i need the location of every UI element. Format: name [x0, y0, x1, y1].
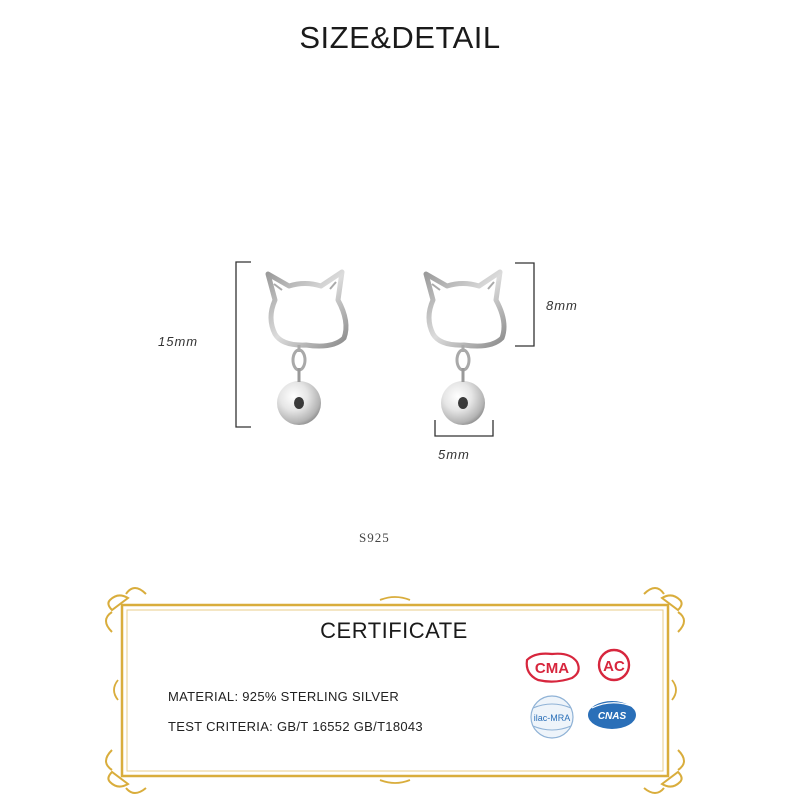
- earring-left: [268, 272, 346, 425]
- dimension-total-height-label: 15mm: [158, 334, 199, 349]
- cma-logo: [527, 654, 579, 682]
- ac-logo-text: AC: [603, 658, 625, 675]
- dimension-ball-width-label: 5mm: [438, 447, 470, 462]
- ilac-logo-text: ilac-MRA: [533, 713, 571, 723]
- ilac-mra-logo: [531, 696, 573, 738]
- certificate-test-criteria: TEST CRITERIA: GB/T 16552 GB/T18043: [168, 719, 423, 734]
- earring-right: [426, 272, 504, 425]
- material-mark: S925: [359, 530, 390, 545]
- certificate-material: MATERIAL: 925% STERLING SILVER: [168, 689, 400, 704]
- bracket-pendant-height: [515, 263, 534, 346]
- dimension-pendant-height-label: 8mm: [546, 298, 578, 313]
- cnas-logo-text: CNAS: [597, 711, 627, 722]
- bracket-total-height: [236, 262, 251, 427]
- ac-logo: [599, 650, 629, 680]
- cnas-logo: [588, 701, 636, 729]
- certificate-title: CERTIFICATE: [320, 618, 468, 643]
- page-title: SIZE&DETAIL: [299, 20, 501, 55]
- cma-logo-text: CMA: [534, 660, 570, 677]
